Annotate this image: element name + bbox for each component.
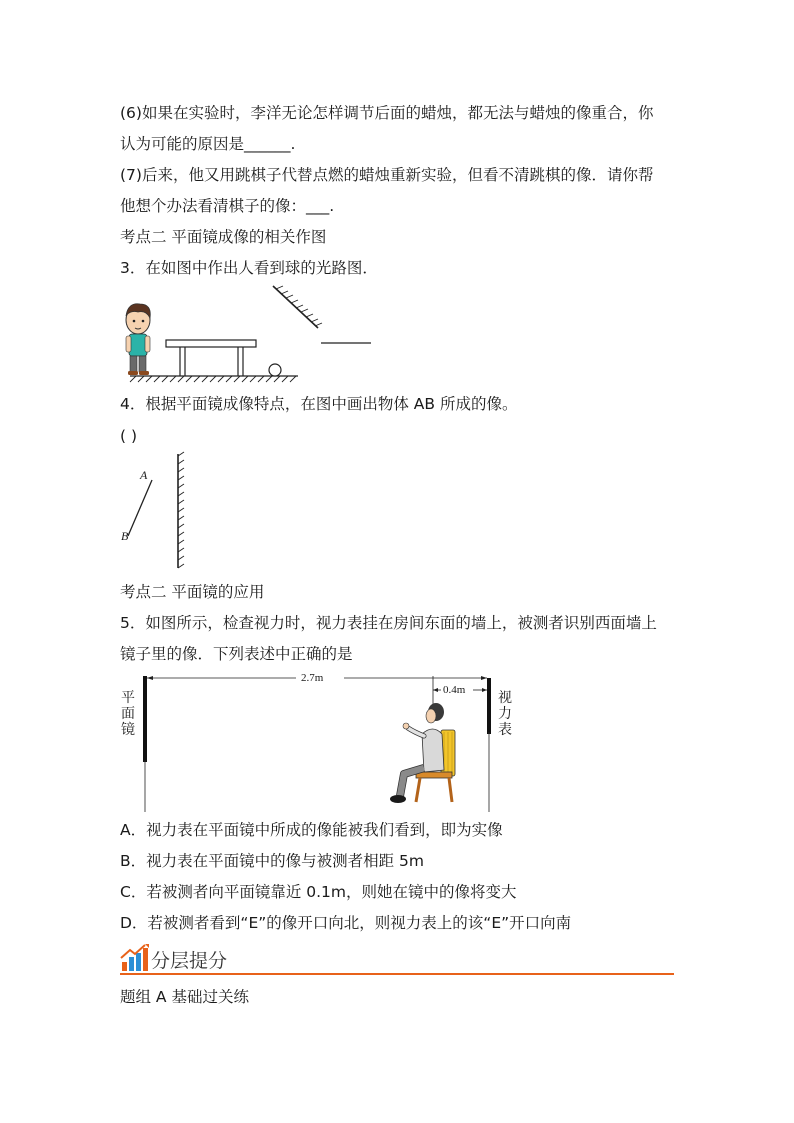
section-heading: 考点二 平面镜成像的相关作图 bbox=[120, 228, 327, 246]
total-distance-label: 2.7m bbox=[301, 672, 324, 684]
q7-line1: (7)后来，他又用跳棋子代替点燃的蜡烛重新实验，但看不清跳棋的像．请你帮 bbox=[120, 166, 654, 184]
q4-text: 4．根据平面镜成像特点，在图中画出物体 AB 所成的像。 bbox=[120, 395, 518, 413]
vertical-mirror bbox=[178, 452, 184, 568]
boy-figure bbox=[126, 304, 150, 375]
eye-chart-label: 视 力 表 bbox=[498, 690, 512, 738]
banner-title: 分层提分 bbox=[151, 950, 228, 972]
banner-underline bbox=[120, 973, 674, 976]
option-d: D．若被测者看到“E”的像开口向北，则视力表上的该“E”开口向南 bbox=[120, 914, 572, 932]
mirror-label: 平 面 镜 bbox=[121, 690, 135, 738]
q5-line2: 镜子里的像．下列表述中正确的是 bbox=[120, 645, 353, 663]
bar-chart-growth-icon bbox=[120, 944, 150, 972]
table-figure bbox=[166, 340, 256, 376]
section-heading: 考点二 平面镜的应用 bbox=[120, 583, 265, 601]
option-b: B．视力表在平面镜中的像与被测者相距 5m bbox=[120, 852, 425, 870]
q4-figure bbox=[118, 452, 198, 572]
q4-answer-paren: ( ) bbox=[120, 427, 138, 445]
inclined-mirror bbox=[273, 286, 322, 328]
option-c: C．若被测者向平面镜靠近 0.1m，则她在镜中的像将变大 bbox=[120, 883, 517, 901]
chart-distance-label: 0.4m bbox=[443, 684, 466, 696]
option-a: A．视力表在平面镜中所成的像能被我们看到，即为实像 bbox=[120, 821, 503, 839]
q3-figure bbox=[118, 282, 378, 382]
ball-figure bbox=[269, 364, 281, 376]
q5-line1: 5．如图所示，检查视力时，视力表挂在房间东面的墙上，被测者识别西面墙上 bbox=[120, 614, 657, 632]
point-b-label: B bbox=[121, 529, 129, 543]
group-heading: 题组 A 基础过关练 bbox=[120, 988, 249, 1006]
q6-line1: (6)如果在实验时，李洋无论怎样调节后面的蜡烛，都无法与蜡烛的像重合，你 bbox=[120, 104, 654, 122]
q6-line2: 认为可能的原因是______. bbox=[120, 135, 296, 153]
q7-line2: 他想个办法看清棋子的像：___. bbox=[120, 197, 335, 215]
q3-text: 3．在如图中作出人看到球的光路图． bbox=[120, 259, 378, 277]
point-a-label: A bbox=[140, 468, 148, 482]
